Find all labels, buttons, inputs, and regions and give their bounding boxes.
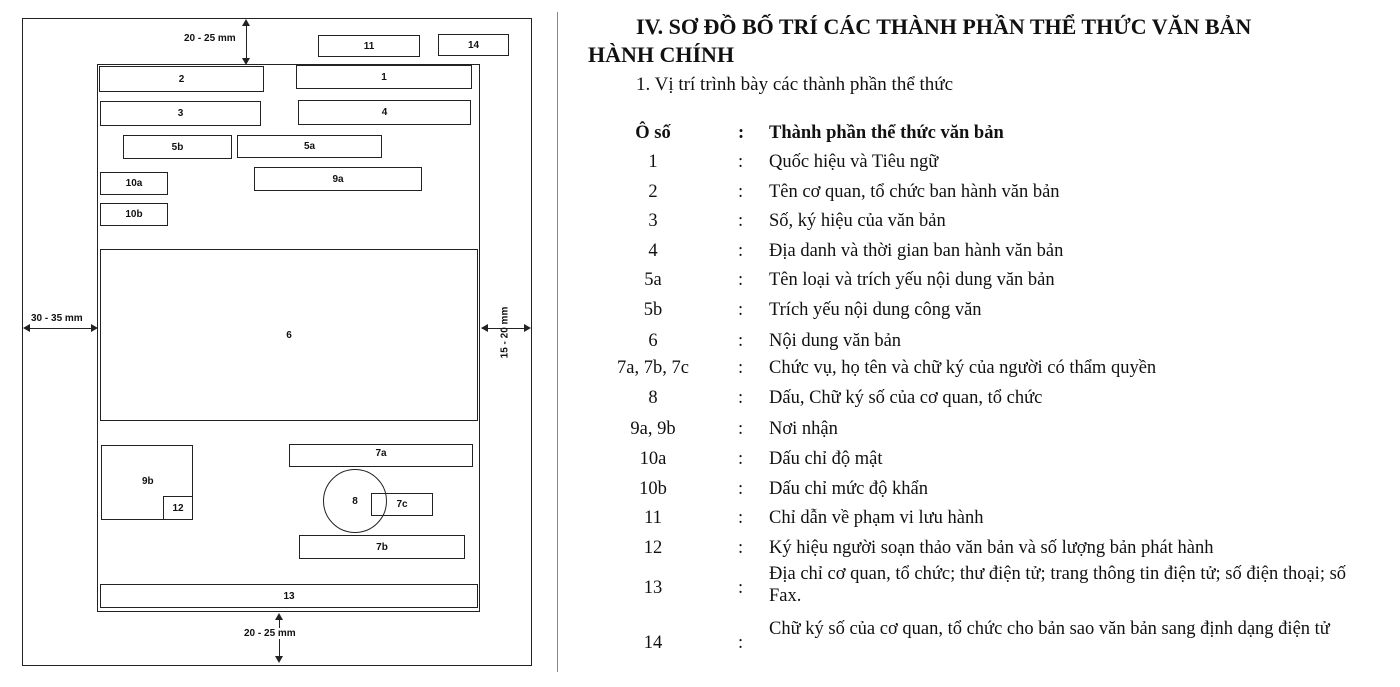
bottom-margin-arrow-down xyxy=(275,656,283,663)
box-7b: 7b xyxy=(299,535,465,559)
box-10a: 10a xyxy=(100,172,168,195)
legend-row-colon: : xyxy=(738,388,744,408)
top-margin-line xyxy=(246,22,247,60)
bottom-margin-arrow-up xyxy=(275,613,283,620)
legend-row-num: 6 xyxy=(648,331,658,351)
legend-row-num: 12 xyxy=(643,538,663,558)
legend-row-desc: Chữ ký số của cơ quan, tổ chức cho bản sao văn bản sang định dạng điện tử xyxy=(769,619,1330,639)
legend-row-desc: Địa danh và thời gian ban hành văn bản xyxy=(769,241,1064,261)
box-2: 2 xyxy=(99,66,264,92)
legend-row-desc: Nội dung văn bản xyxy=(769,331,902,351)
legend-row-colon: : xyxy=(738,633,744,653)
bottom-margin-label: 20 - 25 mm xyxy=(244,628,296,639)
legend-row-colon: : xyxy=(738,270,744,290)
legend-row-desc: Chức vụ, họ tên và chữ ký của người có thẩm quyền xyxy=(769,358,1157,378)
legend-row-num: 10b xyxy=(639,479,667,499)
legend-row-num: 8 xyxy=(648,388,658,408)
left-margin-arrow-right xyxy=(91,324,98,332)
box-8: 8 xyxy=(323,469,387,533)
legend-row-colon: : xyxy=(738,152,744,172)
legend-row-colon: : xyxy=(738,331,744,351)
legend-row-desc: Chỉ dẫn về phạm vi lưu hành xyxy=(769,508,984,528)
left-margin-line xyxy=(25,328,95,329)
right-margin-arrow-right xyxy=(524,324,531,332)
section-subtitle: 1. Vị trí trình bày các thành phần thể thức xyxy=(636,74,954,95)
box-9a: 9a xyxy=(254,167,422,191)
column-divider xyxy=(557,12,558,672)
box-10b: 10b xyxy=(100,203,168,226)
legend-row-num: 4 xyxy=(648,241,658,261)
box-5a: 5a xyxy=(237,135,382,158)
box-9b: 9b xyxy=(101,445,193,520)
legend-row-colon: : xyxy=(738,578,744,598)
legend-row-desc: Tên cơ quan, tổ chức ban hành văn bản xyxy=(769,182,1060,202)
right-margin-label: 15 - 20 mm xyxy=(499,306,511,359)
box-5b: 5b xyxy=(123,135,232,159)
legend-row-num: 10a xyxy=(639,449,667,469)
legend-row-desc: Nơi nhận xyxy=(769,419,838,439)
box-1: 1 xyxy=(296,65,472,89)
box-7a: 7a xyxy=(289,444,473,467)
legend-row-num: 7a, 7b, 7c xyxy=(617,358,689,378)
legend-row-num: 9a, 9b xyxy=(630,419,676,439)
left-margin-arrow-left xyxy=(23,324,30,332)
legend-row-num: 2 xyxy=(648,182,658,202)
legend-row-desc: Dấu chỉ mức độ khẩn xyxy=(769,479,929,499)
legend-row-colon: : xyxy=(738,358,744,378)
legend-row-colon: : xyxy=(738,538,744,558)
legend-row-num: 5b xyxy=(643,300,663,320)
legend-row-desc: Ký hiệu người soạn thảo văn bản và số lượng bản phát hành xyxy=(769,538,1214,558)
box-12: 12 xyxy=(163,496,193,520)
legend-row-num: 11 xyxy=(644,508,662,528)
box-6: 6 xyxy=(100,249,478,421)
legend-row-num: 14 xyxy=(643,633,663,653)
legend-row-colon: : xyxy=(738,182,744,202)
section-title-line1: IV. SƠ ĐỒ BỐ TRÍ CÁC THÀNH PHẦN THỂ THỨC VĂN BẢN xyxy=(636,14,1252,39)
legend-row-num: 1 xyxy=(648,152,658,172)
legend-row-desc: Dấu, Chữ ký số của cơ quan, tổ chức xyxy=(769,388,1043,408)
legend-row-desc: Số, ký hiệu của văn bản xyxy=(769,211,946,231)
legend-row-desc: Tên loại và trích yếu nội dung văn bản xyxy=(769,270,1055,290)
box-3: 3 xyxy=(100,101,261,126)
legend-header-desc: Thành phần thể thức văn bản xyxy=(769,123,1004,143)
legend-row-desc: Trích yếu nội dung công văn xyxy=(769,300,982,320)
legend-row-colon: : xyxy=(738,419,744,439)
box-13: 13 xyxy=(100,584,478,608)
legend-row-colon: : xyxy=(738,241,744,261)
box-11: 11 xyxy=(318,35,420,57)
right-margin-arrow-left xyxy=(481,324,488,332)
box-14: 14 xyxy=(438,34,509,56)
legend-row-desc: Địa chỉ cơ quan, tổ chức; thư điện tử; trang thông tin điện tử; số điện thoại; số Fax. xyxy=(769,564,1347,606)
box-4: 4 xyxy=(298,100,471,125)
legend-header-num: Ô số xyxy=(635,123,671,143)
top-margin-arrow-up xyxy=(242,19,250,26)
legend-row-colon: : xyxy=(738,211,744,231)
legend-row-desc: Quốc hiệu và Tiêu ngữ xyxy=(769,152,939,172)
section-title-line2: HÀNH CHÍNH xyxy=(588,42,735,67)
legend-row-num: 3 xyxy=(648,211,658,231)
left-margin-label: 30 - 35 mm xyxy=(31,313,83,324)
legend-row-colon: : xyxy=(738,449,744,469)
legend-row-colon: : xyxy=(738,300,744,320)
top-margin-label: 20 - 25 mm xyxy=(184,33,236,44)
legend-row-desc: Dấu chỉ độ mật xyxy=(769,449,883,469)
legend-row-colon: : xyxy=(738,508,744,528)
box-7c: 7c xyxy=(371,493,433,516)
top-margin-arrow-down xyxy=(242,58,250,65)
legend-row-num: 13 xyxy=(643,578,663,598)
legend-row-num: 5a xyxy=(644,270,662,290)
legend-row-colon: : xyxy=(738,479,744,499)
legend-header-colon: : xyxy=(738,123,745,143)
